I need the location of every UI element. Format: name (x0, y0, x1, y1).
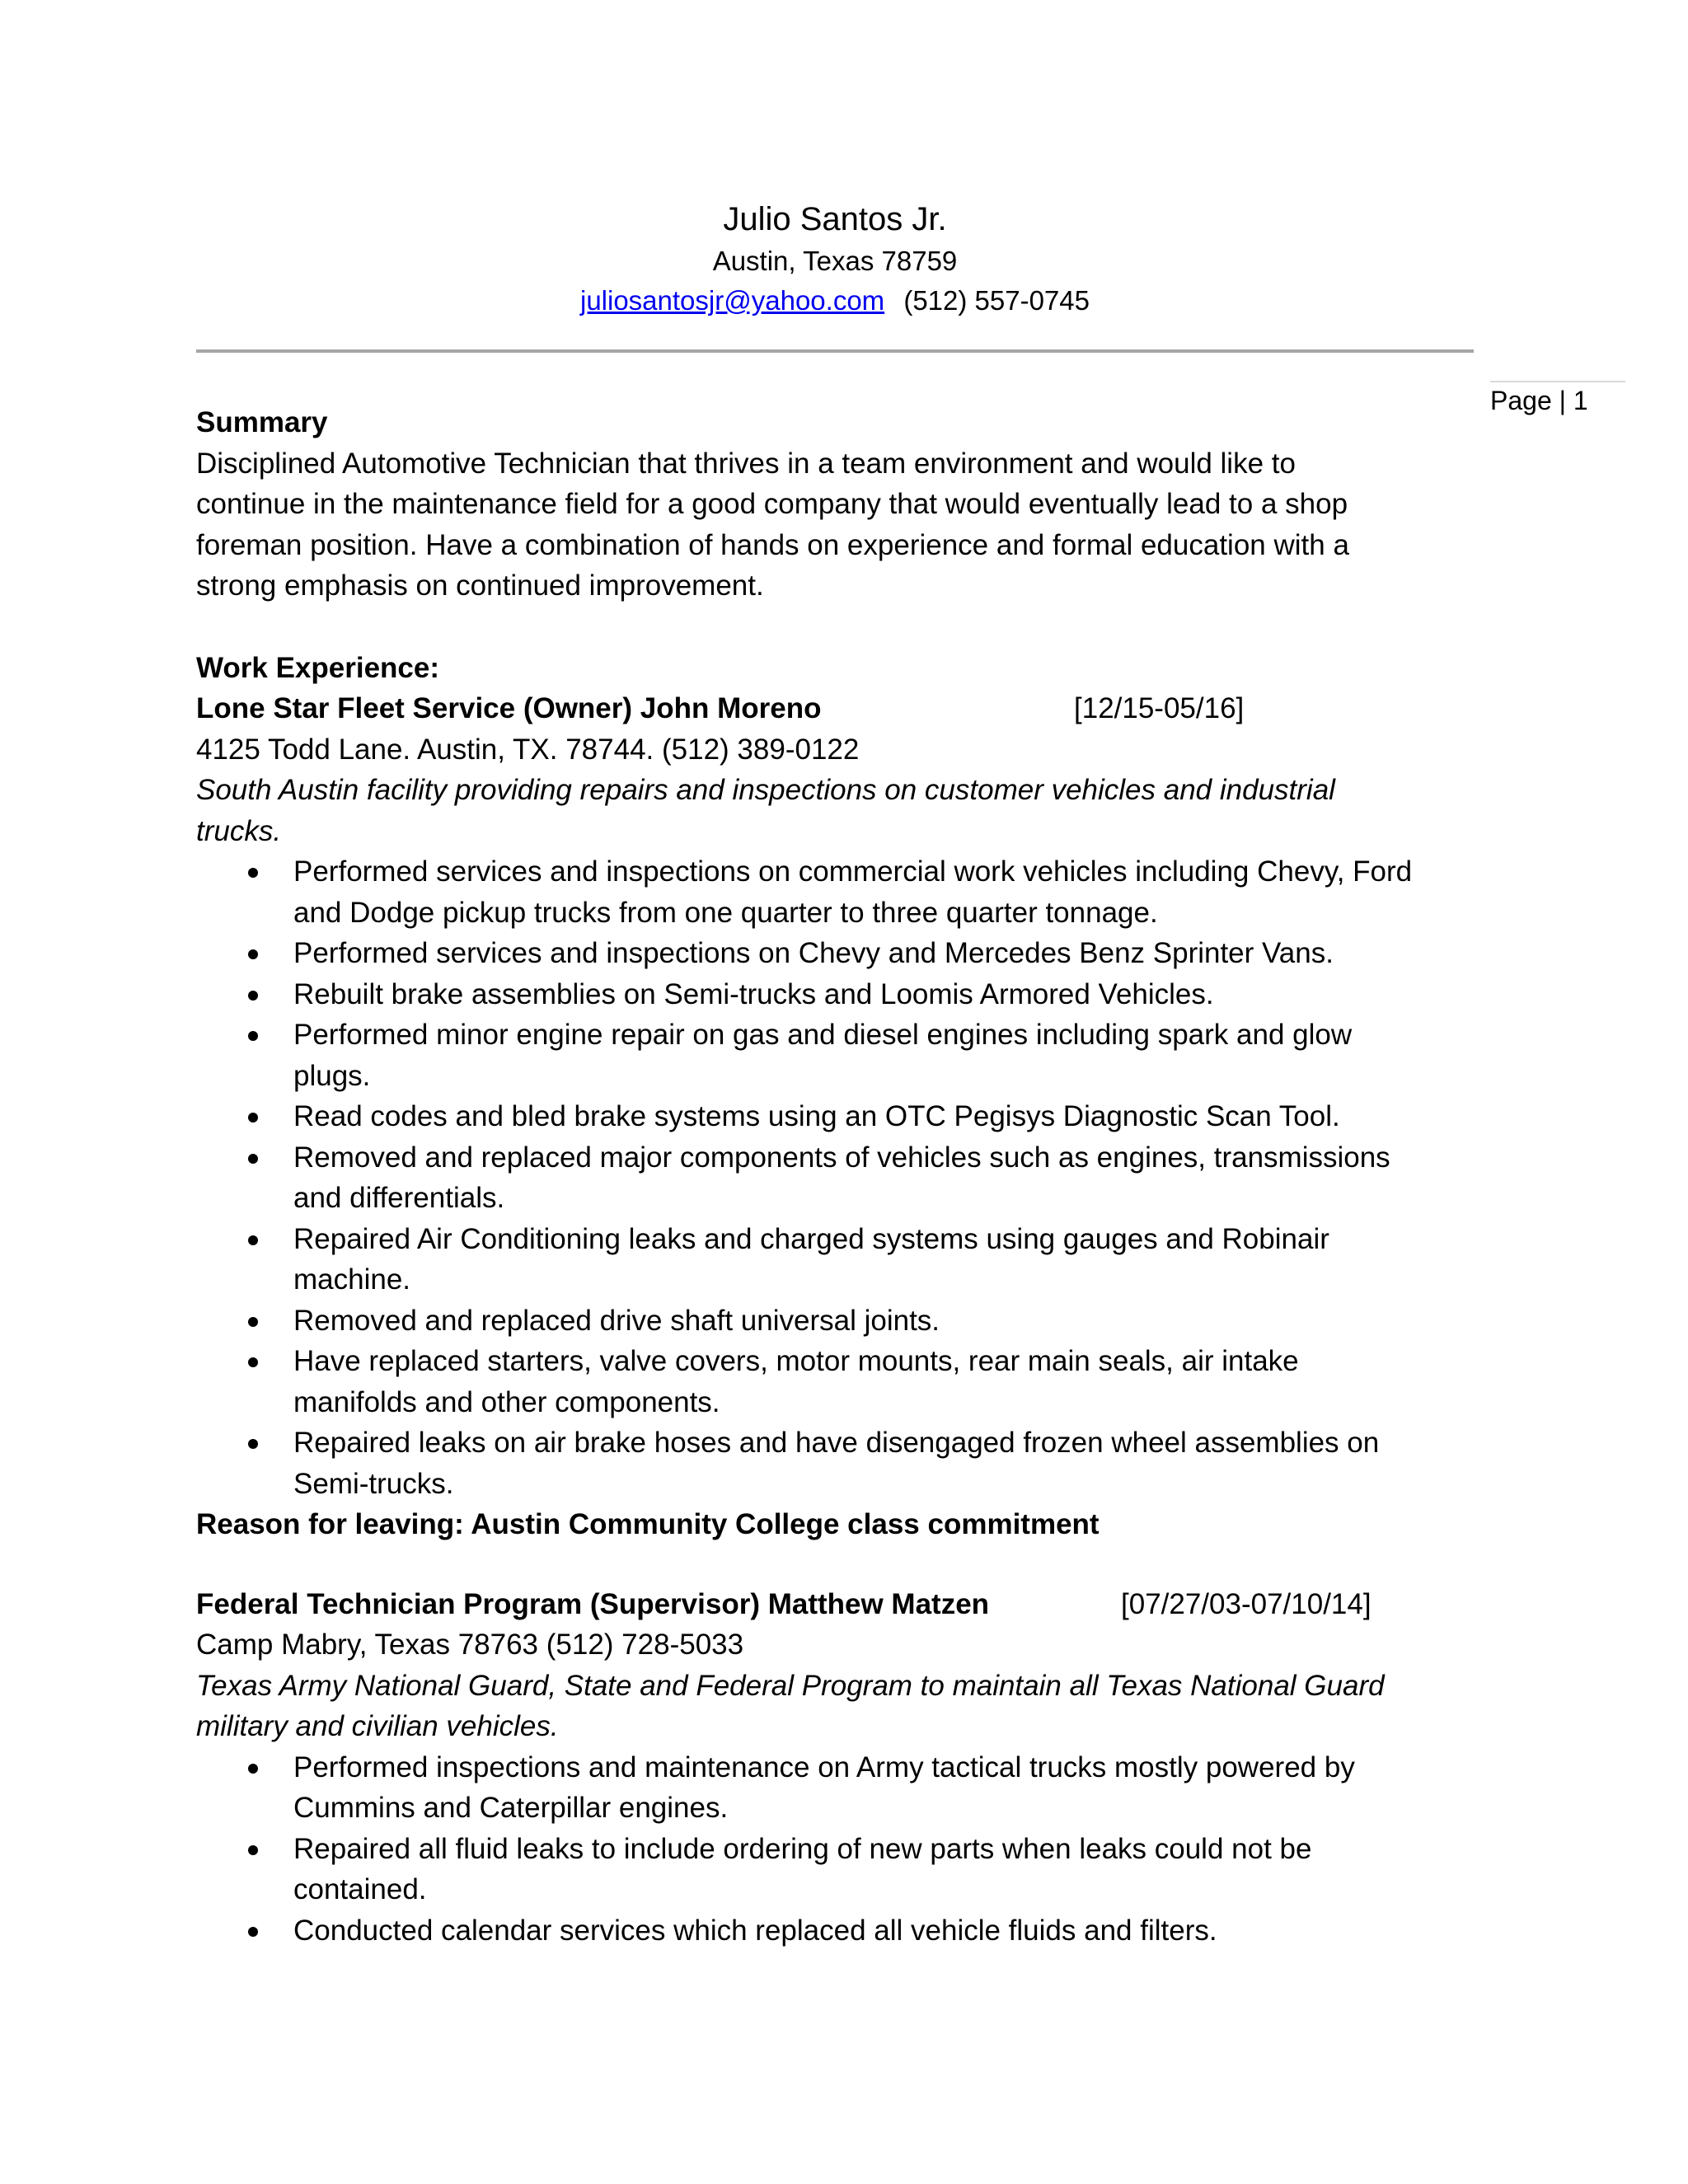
summary-line: continue in the maintenance field for a good company that would eventually lead to a shop (196, 488, 1348, 520)
list-item: Performed services and inspections on Chevy and Mercedes Benz Sprinter Vans. (196, 933, 1449, 974)
list-item: Performed services and inspections on commercial work vehicles including Chevy, Ford and Dodge pickup trucks from one quarter to three quarter tonnage. (196, 851, 1449, 933)
header-divider (196, 349, 1474, 353)
list-item: Have replaced starters, valve covers, motor mounts, rear main seals, air intake manifolds and other components. (196, 1341, 1449, 1422)
bullet-icon (248, 1439, 258, 1449)
job-address: 4125 Todd Lane. Austin, TX. 78744. (512) 389-0122 (196, 733, 860, 766)
job-description-line: military and civilian vehicles. (196, 1710, 559, 1742)
list-item: Rebuilt brake assemblies on Semi-trucks and Loomis Armored Vehicles. (196, 974, 1449, 1015)
reason-for-leaving: Reason for leaving: Austin Community College class commitment (196, 1508, 1100, 1540)
bullet-icon (248, 1031, 258, 1041)
candidate-address: Austin, Texas 78759 (712, 246, 958, 276)
page-number: Page | 1 (1490, 386, 1588, 415)
resume-body (196, 402, 1449, 1951)
bullet-icon (248, 1845, 258, 1855)
job-title: Lone Star Fleet Service (Owner) John Moreno (196, 692, 822, 724)
summary-line: strong emphasis on continued improvement. (196, 569, 764, 602)
job-description-line: trucks. (196, 814, 282, 847)
summary-text (196, 443, 1449, 607)
list-item: Performed minor engine repair on gas and diesel engines including spark and glow plugs. (196, 1015, 1449, 1096)
summary-line: foreman position. Have a combination of hands on experience and formal education with a (196, 528, 1349, 561)
list-item: Repaired all fluid leaks to include ordering of new parts when leaks could not be contained. (196, 1829, 1449, 1910)
email-link[interactable]: juliosantosjr@yahoo.com (579, 285, 885, 316)
bullet-icon (248, 1927, 258, 1937)
summary-line: Disciplined Automotive Technician that thrives in a team environment and would like to (196, 447, 1296, 480)
bullet-icon (248, 949, 258, 959)
candidate-name: Julio Santos Jr. (723, 201, 947, 237)
job-dates: [07/27/03-07/10/14] (1121, 1587, 1372, 1620)
list-item: Conducted calendar services which replaced all vehicle fluids and filters. (196, 1910, 1449, 1952)
work-experience-heading: Work Experience: (196, 651, 440, 684)
job-address: Camp Mabry, Texas 78763 (512) 728-5033 (196, 1629, 744, 1661)
list-item: Repaired Air Conditioning leaks and charged systems using gauges and Robinair machine. (196, 1219, 1449, 1301)
bullet-icon (248, 868, 258, 878)
job-duties-list (196, 851, 1449, 1504)
list-item: Removed and replaced drive shaft universal joints. (196, 1301, 1449, 1342)
list-item: Repaired leaks on air brake hoses and have disengaged frozen wheel assemblies on Semi-trucks. (196, 1422, 1449, 1504)
job-title-row (196, 1584, 1449, 1625)
list-item: Read codes and bled brake systems using an OTC Pegisys Diagnostic Scan Tool. (196, 1096, 1449, 1137)
summary-heading: Summary (196, 406, 328, 438)
list-item: Removed and replaced major components of vehicles such as engines, transmissions and differentials. (196, 1137, 1449, 1219)
contact-line (196, 280, 1474, 321)
bullet-icon (248, 1317, 258, 1327)
job-dates: [12/15-05/16] (1074, 692, 1245, 724)
bullet-icon (248, 1357, 258, 1367)
job-description-line: Texas Army National Guard, State and Federal Program to maintain all Texas National Guard (196, 1669, 1385, 1702)
job-title: Federal Technician Program (Supervisor) Matthew Matzen (196, 1587, 990, 1620)
bullet-icon (248, 991, 258, 1001)
contact-phone: (512) 557-0745 (903, 285, 1090, 316)
bullet-icon (248, 1154, 258, 1164)
job-description-line: South Austin facility providing repairs and inspections on customer vehicles and industrial (196, 774, 1335, 806)
job-title-row (196, 688, 1449, 729)
list-item: Performed inspections and maintenance on Army tactical trucks mostly powered by Cummins and Caterpillar engines. (196, 1747, 1449, 1829)
job-duties-list (196, 1747, 1449, 1952)
bullet-icon (248, 1764, 258, 1774)
bullet-icon (248, 1113, 258, 1122)
bullet-icon (248, 1235, 258, 1245)
